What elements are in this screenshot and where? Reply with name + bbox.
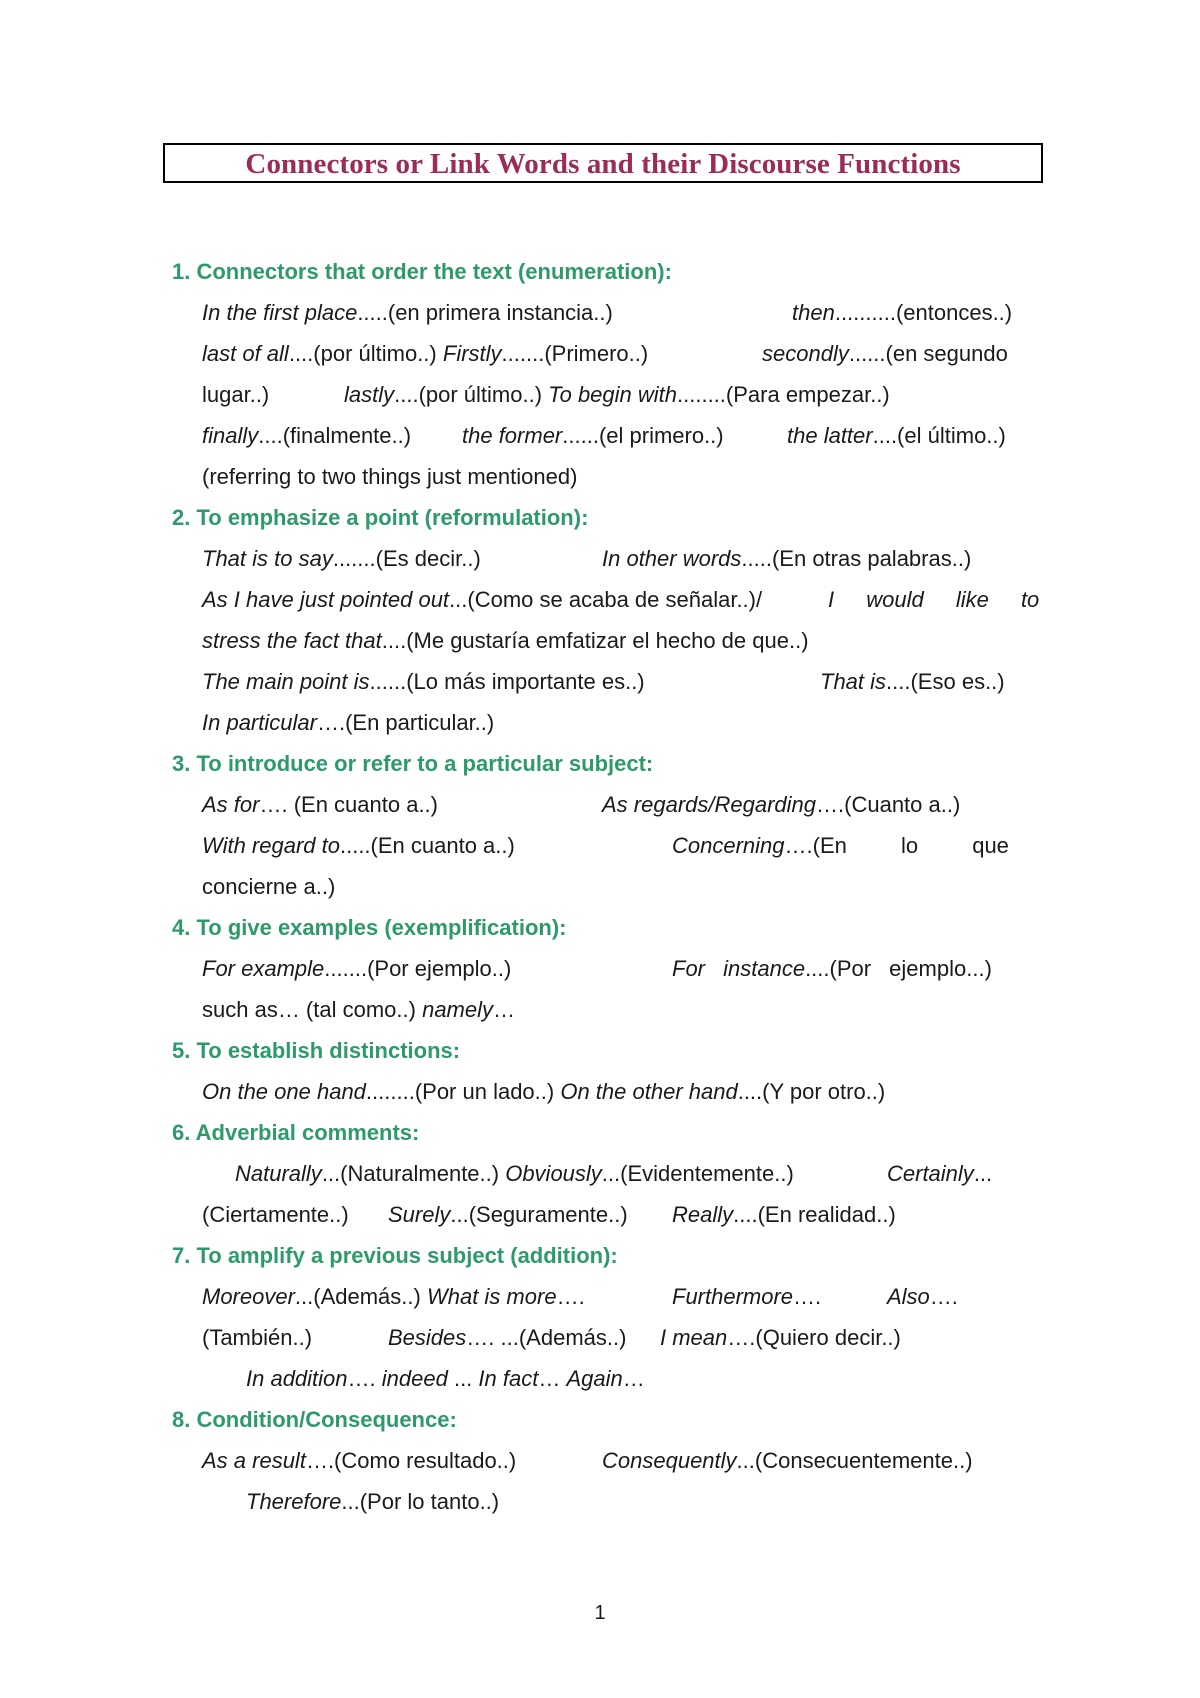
translation: ….(Quiero decir..) <box>727 1325 901 1350</box>
translation: … <box>622 1366 645 1391</box>
connector: In the first place <box>202 300 358 325</box>
connector: To begin with <box>548 382 678 407</box>
connector: As a result <box>202 1448 306 1473</box>
list-line <box>172 784 1032 825</box>
connector: Surely <box>388 1202 451 1227</box>
list-line <box>172 1358 1032 1399</box>
connector: Therefore <box>246 1489 342 1514</box>
translation: … <box>493 997 515 1022</box>
list-line <box>172 989 1032 1030</box>
connector: On the other hand <box>560 1079 738 1104</box>
translation: …. <box>347 1366 382 1391</box>
translation: ....(el último..) <box>872 423 1006 448</box>
translation: (También..) <box>202 1325 313 1350</box>
connector: Furthermore <box>672 1284 794 1309</box>
translation: .......(Por ejemplo..) <box>324 956 512 981</box>
list-line <box>172 620 1032 661</box>
list-line <box>172 1440 1032 1481</box>
list-line <box>172 702 1032 743</box>
translation: ...(Por lo tanto..) <box>341 1489 500 1514</box>
section-heading: 3. To introduce or refer to a particular subject: <box>172 751 654 776</box>
section-heading: 8. Condition/Consequence: <box>172 1407 457 1432</box>
translation: ...(Seguramente..) <box>450 1202 628 1227</box>
connector: the former <box>462 423 563 448</box>
list-line <box>172 538 1032 579</box>
connector: In fact <box>478 1366 539 1391</box>
connector: That is to say <box>202 546 333 571</box>
list-line <box>172 333 1032 374</box>
translation: …. <box>793 1284 822 1309</box>
translation: ....(En realidad..) <box>733 1202 896 1227</box>
translation: ….(En lo que <box>784 833 1009 858</box>
translation: ….(Como resultado..) <box>305 1448 517 1473</box>
connector: secondly <box>762 341 849 366</box>
translation: ....(finalmente..) <box>258 423 412 448</box>
connector: In addition <box>246 1366 348 1391</box>
list-line <box>172 825 1032 866</box>
translation: …. <box>556 1284 585 1309</box>
translation: ...(Como se acaba de señalar..)/ <box>449 587 763 612</box>
translation: ...(Consecuentemente..) <box>736 1448 973 1473</box>
connector: I mean <box>660 1325 728 1350</box>
connector: I would like to <box>828 587 1040 612</box>
translation: (referring to two things just mentioned) <box>202 464 578 489</box>
translation: …. (En cuanto a..) <box>259 792 438 817</box>
connector: That is <box>820 669 887 694</box>
translation: ....(por último..) <box>288 341 443 366</box>
connector: Really <box>672 1202 734 1227</box>
connector: For instance <box>672 956 806 981</box>
translation: ......(Lo más importante es..) <box>369 669 645 694</box>
translation: ….(En particular..) <box>316 710 495 735</box>
connector: As regards/Regarding <box>602 792 817 817</box>
connector: last of all <box>202 341 289 366</box>
connector: For example <box>202 956 325 981</box>
section-heading: 7. To amplify a previous subject (addition): <box>172 1243 618 1268</box>
list-line <box>172 1153 1032 1194</box>
document-title: Connectors or Link Words and their Discourse Functions <box>245 148 961 180</box>
translation: …. <box>929 1284 958 1309</box>
list-line <box>172 415 1032 456</box>
translation: ........(Para empezar..) <box>677 382 890 407</box>
translation: ....(Me gustaría emfatizar el hecho de que..) <box>381 628 809 653</box>
connector: Also <box>887 1284 930 1309</box>
section-heading: 5. To establish distinctions: <box>172 1038 461 1063</box>
list-line <box>172 579 1040 620</box>
connector: Certainly <box>887 1161 974 1186</box>
translation: … <box>538 1366 567 1391</box>
translation: ….(Cuanto a..) <box>816 792 961 817</box>
translation: ...(Evidentemente..) <box>601 1161 794 1186</box>
connector: In particular <box>202 710 317 735</box>
list-line <box>172 374 1032 415</box>
translation: .......(Primero..) <box>501 341 649 366</box>
connector: Concerning <box>672 833 785 858</box>
connector: lastly <box>344 382 395 407</box>
translation: …. ...(Además..) <box>466 1325 627 1350</box>
list-line <box>172 1481 1032 1522</box>
translation: such as… (tal como..) <box>202 997 423 1022</box>
connector: Obviously <box>505 1161 602 1186</box>
list-line <box>172 866 1032 907</box>
translation: .....(En otras palabras..) <box>741 546 972 571</box>
connector: Besides <box>388 1325 467 1350</box>
connector: Moreover <box>202 1284 295 1309</box>
translation: lugar..) <box>202 382 270 407</box>
list-line <box>172 948 1032 989</box>
list-line <box>172 292 1032 333</box>
connector: stress the fact that <box>202 628 382 653</box>
list-line <box>172 1071 1032 1112</box>
translation: .......(Es decir..) <box>332 546 481 571</box>
section-heading: 1. Connectors that order the text (enumeration): <box>172 259 672 284</box>
connector: As for <box>202 792 260 817</box>
list-line <box>172 1194 1032 1235</box>
list-line <box>172 1317 1032 1358</box>
connector: Firstly <box>442 341 502 366</box>
translation: ...(Naturalmente..) <box>321 1161 506 1186</box>
connector: then <box>792 300 835 325</box>
connector: As I have just pointed out <box>202 587 450 612</box>
translation: ........(Por un lado..) <box>365 1079 561 1104</box>
connector: namely <box>422 997 493 1022</box>
translation: ....(Y por otro..) <box>737 1079 886 1104</box>
translation: ..........(entonces..) <box>834 300 1013 325</box>
connector: In other words <box>602 546 742 571</box>
translation: (Ciertamente..) <box>202 1202 349 1227</box>
list-line <box>172 1276 1032 1317</box>
translation: ... <box>973 1161 993 1186</box>
connector: What is more <box>426 1284 557 1309</box>
connector: the latter <box>787 423 873 448</box>
document-body <box>172 251 1040 1522</box>
connector: finally <box>202 423 259 448</box>
connector: indeed <box>381 1366 448 1391</box>
translation: ......(en segundo <box>848 341 1008 366</box>
section-heading: 6. Adverbial comments: <box>172 1120 420 1145</box>
connector: Again <box>566 1366 623 1391</box>
section-heading: 4. To give examples (exemplification): <box>172 915 567 940</box>
document-title-box <box>163 143 1043 183</box>
list-line <box>172 456 1032 497</box>
page-number: 1 <box>594 1602 606 1624</box>
translation: concierne a..) <box>202 874 336 899</box>
translation: ...(Además..) <box>294 1284 427 1309</box>
translation: ....(por último..) <box>394 382 549 407</box>
connector: Consequently <box>602 1448 737 1473</box>
translation: ......(el primero..) <box>562 423 724 448</box>
translation: .....(En cuanto a..) <box>339 833 515 858</box>
connector: On the one hand <box>202 1079 366 1104</box>
list-line <box>172 661 1032 702</box>
translation: ....(Eso es..) <box>886 669 1005 694</box>
translation: .....(en primera instancia..) <box>357 300 613 325</box>
connector: Naturally <box>235 1161 322 1186</box>
section-heading: 2. To emphasize a point (reformulation): <box>172 505 589 530</box>
connector: The main point is <box>202 669 370 694</box>
translation: ....(Por ejemplo...) <box>805 956 992 981</box>
translation: ... <box>447 1366 479 1391</box>
connector: With regard to <box>202 833 340 858</box>
